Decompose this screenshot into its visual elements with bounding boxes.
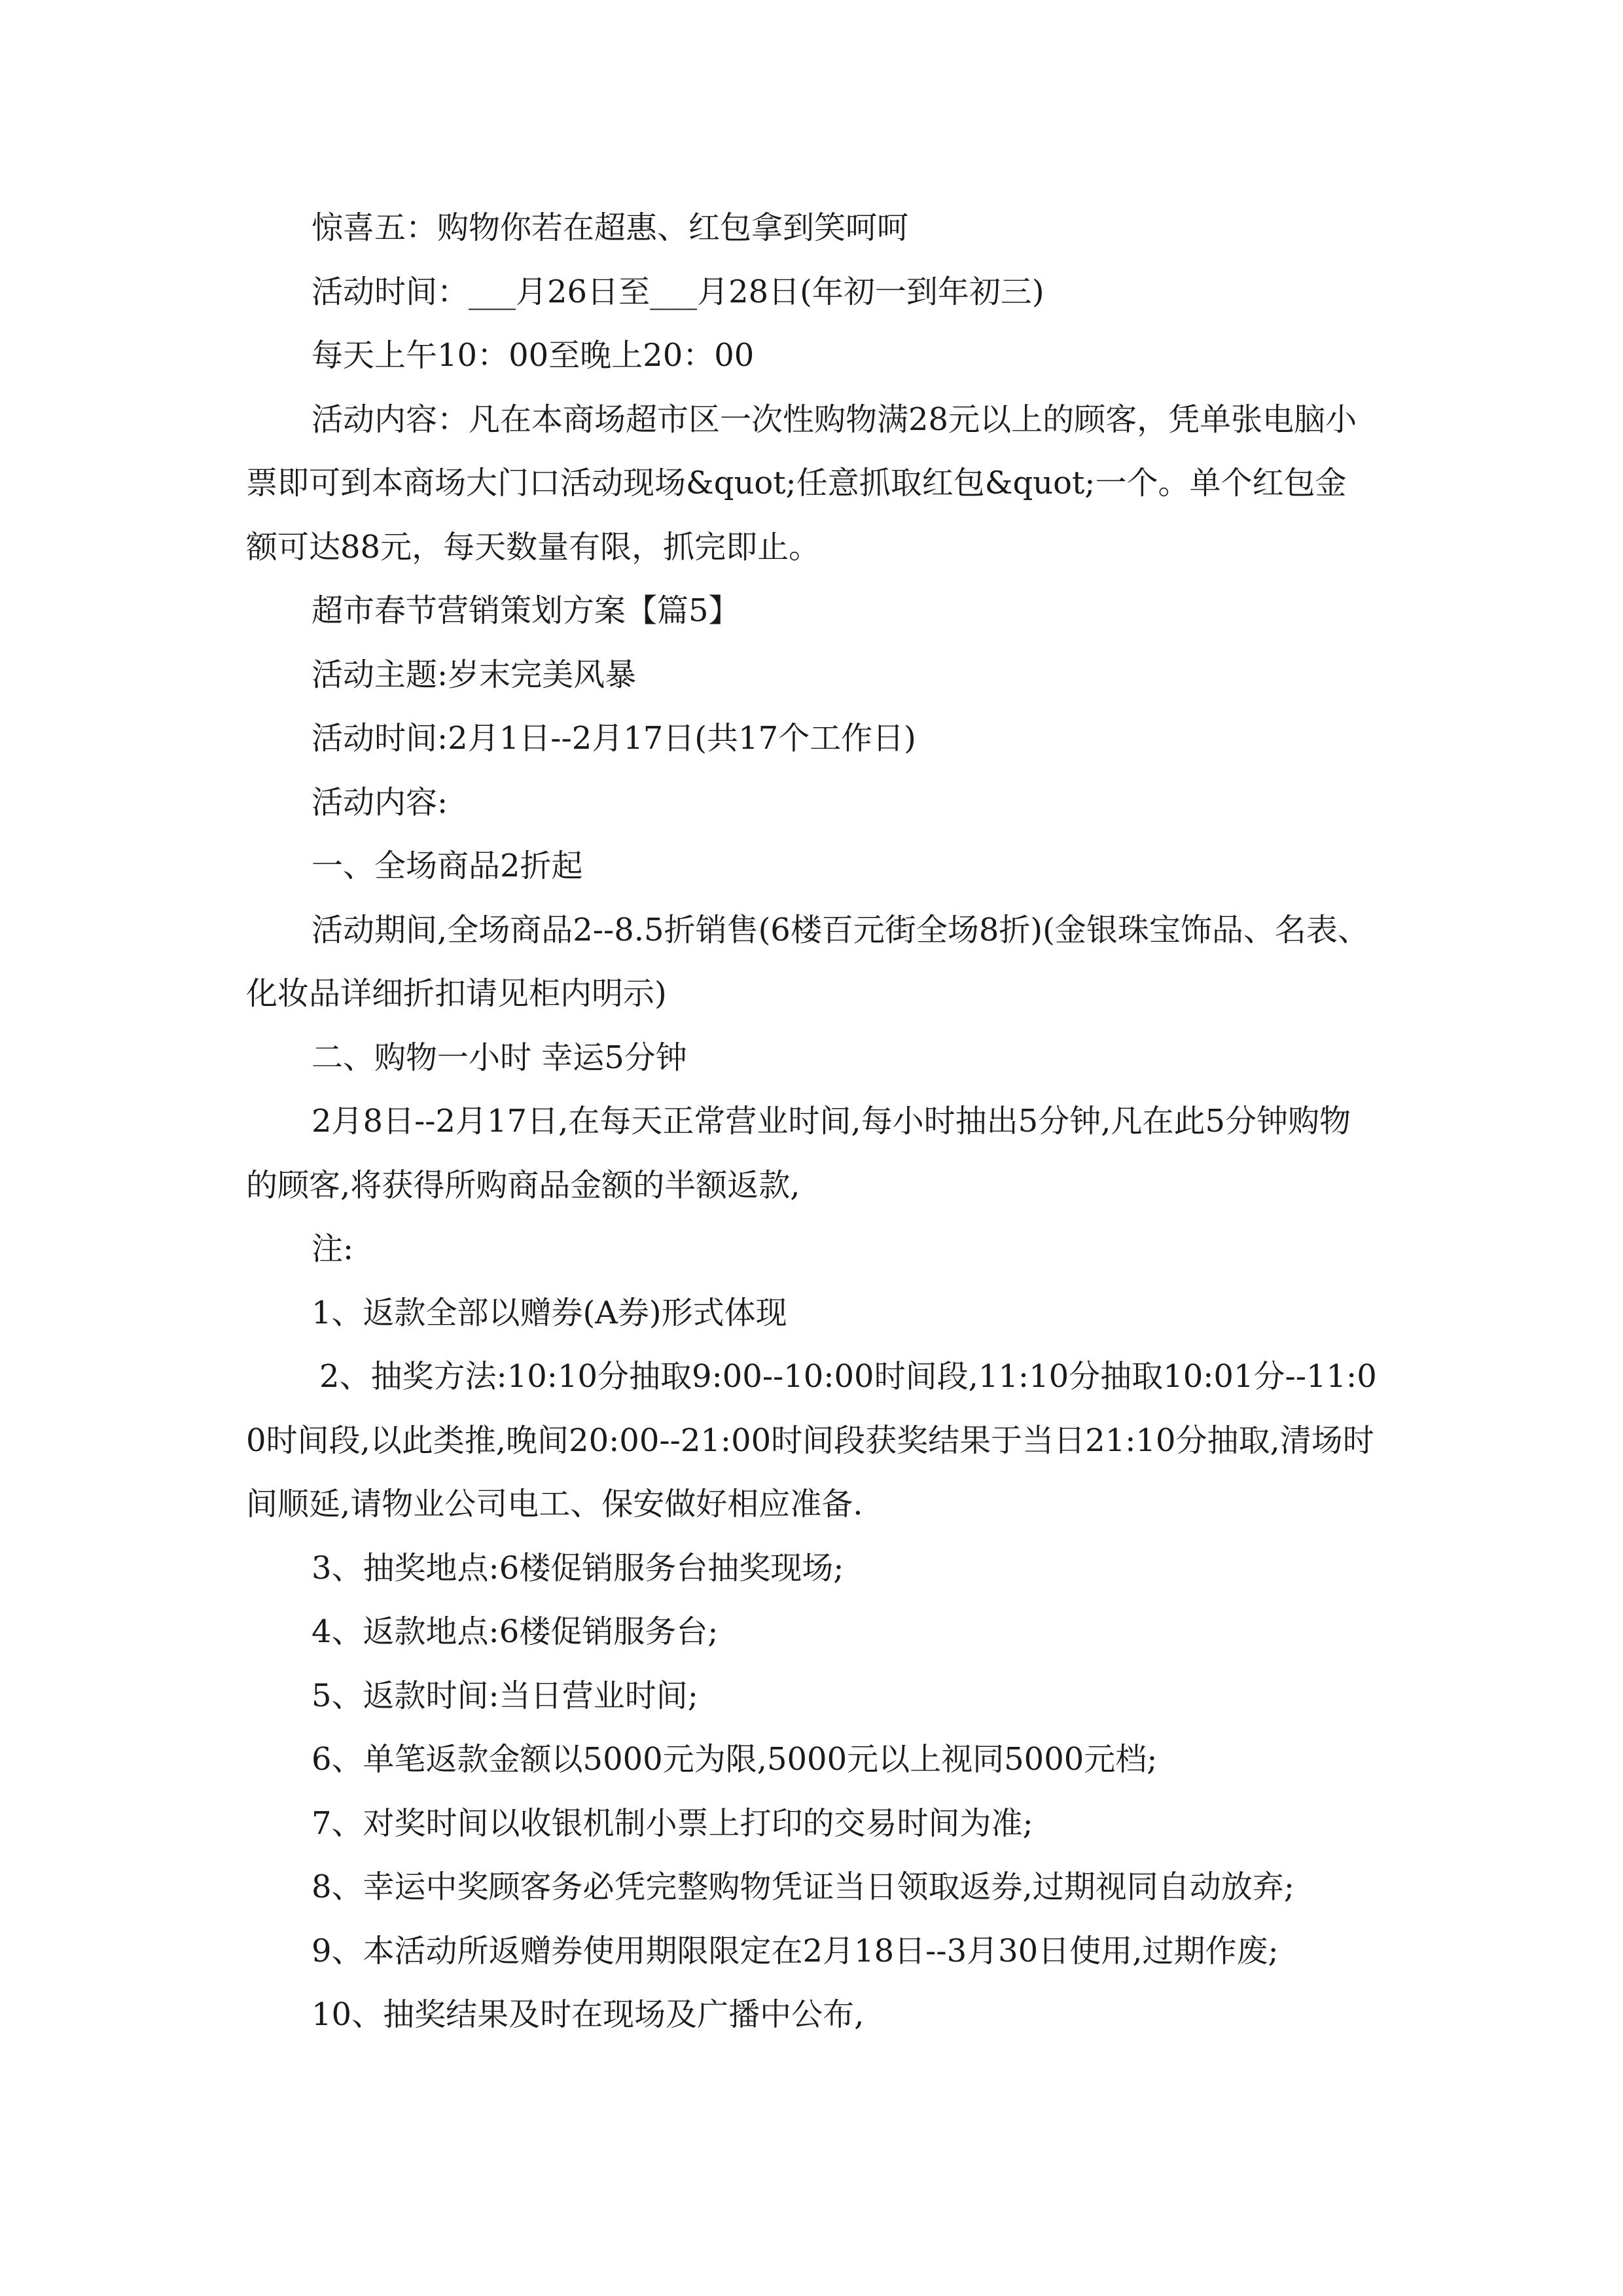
notes-label: 注: — [312, 1230, 354, 1267]
note-item: 4、返款地点:6楼促销服务台; — [312, 1613, 719, 1650]
note-item: 9、本活动所返赠券使用期限限定在2月18日--3月30日使用,过期作废; — [312, 1932, 1279, 1969]
section-heading: 超市春节营销策划方案【篇5】 — [312, 592, 740, 629]
paragraph-activity-content: 活动内容：凡在本商场超市区一次性购物满28元以上的顾客，凭单张电脑小票即可到本商场大门口活动现场&quot;任意抓取红包&quot;一个。单个红包金额可达88元，每天数量有限，抓完即止。 — [246, 401, 1357, 565]
document-body — [246, 196, 1377, 2047]
note-item: 5、返款时间:当日营业时间; — [312, 1677, 698, 1714]
paragraph-activity-time: 活动时间：___月26日至___月28日(年初一到年初三) — [312, 273, 1044, 310]
paragraph-activity-theme: 活动主题:岁末完美风暴 — [312, 656, 637, 693]
note-item: 1、返款全部以赠券(A券)形式体现 — [312, 1294, 787, 1331]
paragraph-discount-details: 活动期间,全场商品2--8.5折销售(6楼百元街全场8折)(金银珠宝饰品、名表、化妆品详细折扣请见柜内明示) — [246, 911, 1369, 1012]
note-item: 10、抽奖结果及时在现场及广播中公布, — [312, 1996, 865, 2033]
paragraph-lucky-five-minutes: 2月8日--2月17日,在每天正常营业时间,每小时抽出5分钟,凡在此5分钟购物的顾客,将获得所购商品金额的半额返款, — [246, 1103, 1351, 1204]
note-item: 7、对奖时间以收银机制小票上打印的交易时间为准; — [312, 1804, 1033, 1842]
paragraph-surprise-five: 惊喜五：购物你若在超惠、红包拿到笑呵呵 — [312, 209, 909, 246]
note-item: 3、抽奖地点:6楼促销服务台抽奖现场; — [312, 1549, 844, 1587]
paragraph-activity-period: 活动时间:2月1日--2月17日(共17个工作日) — [312, 720, 916, 757]
paragraph-daily-hours: 每天上午10：00至晚上20：00 — [312, 337, 755, 374]
paragraph-activity-content-label: 活动内容: — [312, 783, 448, 821]
item-heading-two: 二、购物一小时 幸运5分钟 — [312, 1039, 687, 1076]
note-item: 2、抽奖方法:10:10分抽取9:00--10:00时间段,11:10分抽取10:01分--11:00时间段,以此类推,晚间20:00--21:00时间段获奖结果于当日21:10分抽取,清场时间顺延,请物业公司电工、保安做好相应准备. — [246, 1358, 1377, 1522]
note-item: 6、单笔返款金额以5000元为限,5000元以上视同5000元档; — [312, 1741, 1158, 1778]
item-heading-one: 一、全场商品2折起 — [312, 848, 583, 884]
note-item: 8、幸运中奖顾客务必凭完整购物凭证当日领取返券,过期视同自动放弃; — [312, 1869, 1294, 1905]
